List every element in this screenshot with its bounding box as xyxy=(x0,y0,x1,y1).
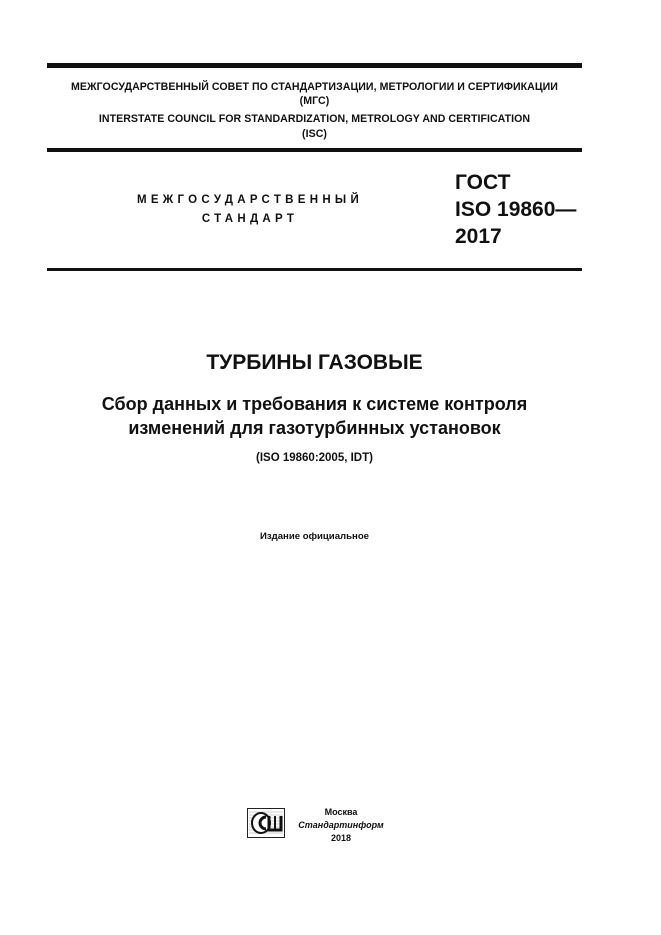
document-title: ТУРБИНЫ ГАЗОВЫЕ xyxy=(206,351,423,374)
iso-reference: (ISO 19860:2005, IDT) xyxy=(256,452,373,464)
edition-label: Издание официальное xyxy=(259,531,370,542)
bottom-divider xyxy=(47,268,582,271)
standard-designation xyxy=(455,169,576,250)
document-subtitle-line1: Сбор данных и требования к системе контроля xyxy=(101,394,528,414)
council-abbr-en: (ISC) xyxy=(302,128,327,140)
publisher-city: Москва xyxy=(324,807,358,817)
council-name-en: INTERSTATE COUNCIL FOR STANDARDIZATION, METROLOGY AND CERTIFICATION xyxy=(98,113,531,125)
document-subtitle-line2: изменений для газотурбинных установок xyxy=(128,418,501,438)
standard-type-line1: МЕЖГОСУДАРСТВЕННЫЙ xyxy=(136,194,364,206)
standartinform-logo-icon xyxy=(247,808,285,838)
middle-divider xyxy=(47,148,582,152)
standard-type-line2: СТАНДАРТ xyxy=(201,213,299,225)
publisher-name: Стандартинформ xyxy=(298,820,384,830)
publication-year: 2018 xyxy=(330,833,352,843)
designation-line3: 2017 xyxy=(455,225,502,248)
council-name-ru: МЕЖГОСУДАРСТВЕННЫЙ СОВЕТ ПО СТАНДАРТИЗАЦИИ, МЕТРОЛОГИИ И СЕРТИФИКАЦИИ xyxy=(71,81,558,93)
designation-line2: ISO 19860— xyxy=(455,198,577,221)
top-divider xyxy=(47,63,582,68)
council-abbr-ru: (МГС) xyxy=(299,95,330,107)
designation-line1: ГОСТ xyxy=(455,171,511,194)
